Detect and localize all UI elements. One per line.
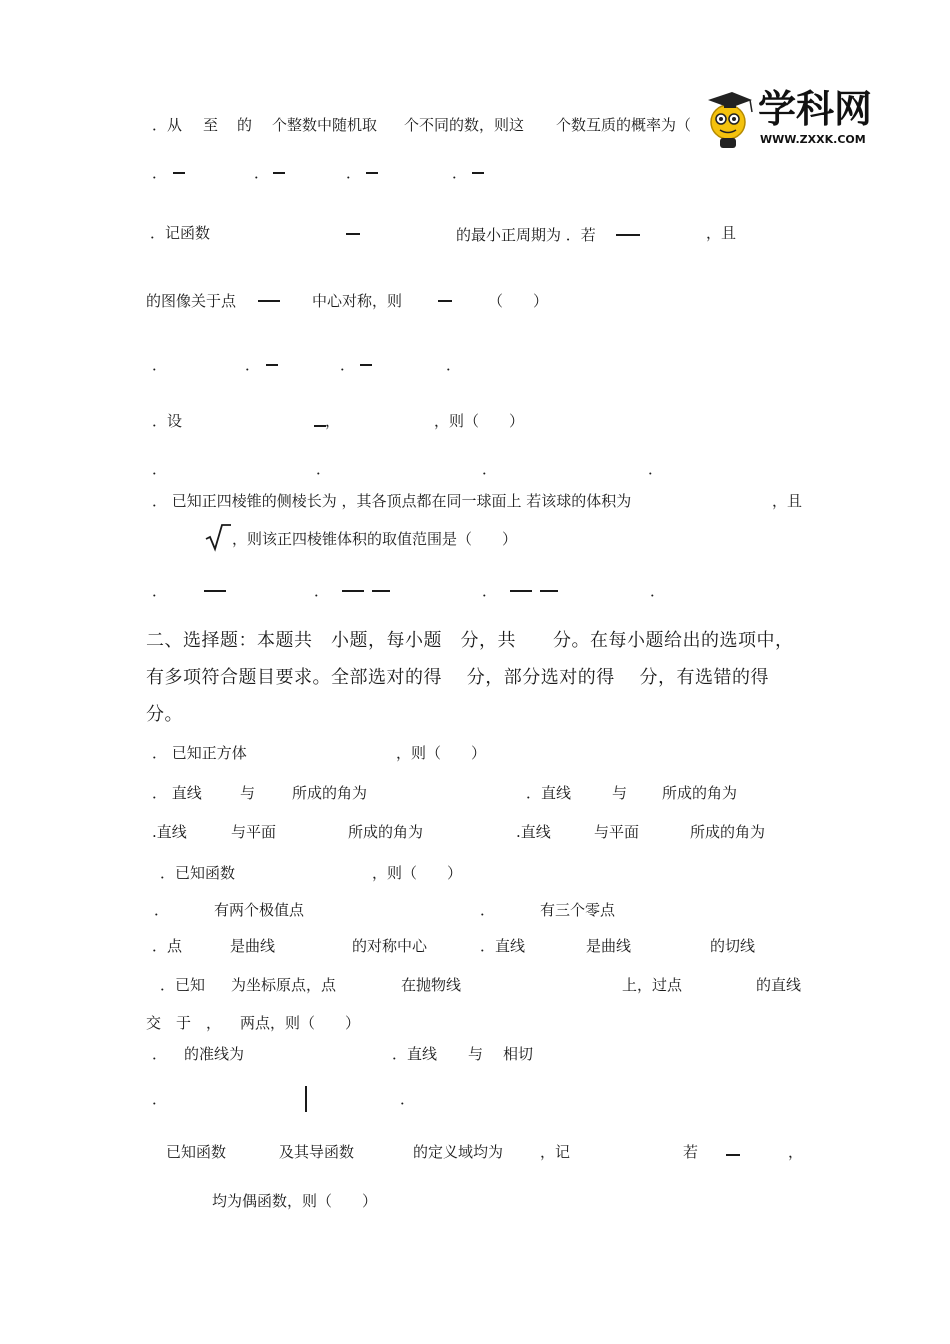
q10-option-d-2: 是曲线 bbox=[586, 937, 632, 955]
q11-option-b-1: ．直线 bbox=[392, 1045, 438, 1063]
q11-option-c: ． bbox=[152, 1090, 168, 1108]
q6-stem-e: 中心对称，则 bbox=[312, 292, 403, 310]
q5-option-d: ． bbox=[452, 164, 468, 182]
logo-url: WWW.ZXXK.COM bbox=[760, 133, 866, 146]
q9-stem-a: ． 已知正方体 bbox=[152, 744, 247, 762]
q9-stem-b: ，则（ ） bbox=[396, 744, 487, 762]
fraction-bar bbox=[258, 300, 280, 302]
q12-stem-g: 均为偶函数，则（ ） bbox=[212, 1192, 378, 1210]
q7-option-b: ． bbox=[316, 460, 332, 478]
q5-option-b: ． bbox=[254, 164, 270, 182]
zxxk-logo bbox=[702, 86, 874, 152]
q9-option-c-2: 与平面 bbox=[231, 823, 277, 841]
q7-option-a: ． bbox=[152, 460, 168, 478]
q9-option-a-2: 与 bbox=[240, 784, 256, 802]
q11-stem-a: ．已知 bbox=[160, 976, 206, 994]
q7-stem-c: ，则（ ） bbox=[434, 412, 525, 430]
fraction-bar bbox=[266, 364, 278, 366]
q7-stem-a: ．设 bbox=[152, 412, 183, 430]
q5-option-a: ． bbox=[152, 164, 168, 182]
q10-option-b-1: ． bbox=[480, 901, 496, 919]
q11-stem-d: 上，过点 bbox=[622, 976, 683, 994]
q6-option-c: ． bbox=[340, 356, 356, 374]
q11-option-a-2: 的准线为 bbox=[184, 1045, 245, 1063]
q5-option-c: ． bbox=[346, 164, 362, 182]
q8-option-c: ． bbox=[482, 582, 498, 600]
fraction-bar bbox=[510, 590, 532, 592]
fraction-bar bbox=[616, 234, 640, 236]
absolute-value-bar bbox=[305, 1086, 307, 1112]
fraction-bar bbox=[438, 300, 452, 302]
q6-stem-a: ．记函数 bbox=[150, 224, 211, 242]
q9-option-c-1: .直线 bbox=[152, 823, 187, 841]
q11-option-d: ． bbox=[400, 1090, 416, 1108]
sqrt-symbol-icon bbox=[204, 522, 232, 552]
q8-option-d: ． bbox=[650, 582, 666, 600]
q8-option-a: ． bbox=[152, 582, 168, 600]
section2-heading-line3: 分。 bbox=[146, 704, 183, 725]
q6-stem-f: （ ） bbox=[488, 292, 549, 310]
q11-option-a-1: ． bbox=[152, 1045, 168, 1063]
q8-stem-c: ，则该正四棱锥体积的取值范围是（ ） bbox=[232, 530, 518, 548]
q10-option-d-1: ．直线 bbox=[480, 937, 526, 955]
fraction-bar bbox=[346, 233, 360, 235]
q11-stem-g: 两点，则（ ） bbox=[240, 1014, 361, 1032]
q12-stem-a: 已知函数 bbox=[166, 1143, 227, 1161]
q6-stem-c: ，且 bbox=[706, 224, 737, 242]
q10-option-a-2: 有两个极值点 bbox=[214, 901, 305, 919]
q9-option-a-3: 所成的角为 bbox=[292, 784, 368, 802]
q9-option-c-3: 所成的角为 bbox=[348, 823, 424, 841]
q11-option-b-2: 与 bbox=[468, 1045, 484, 1063]
fraction-bar bbox=[726, 1154, 740, 1156]
q12-stem-f: ， bbox=[788, 1143, 804, 1161]
q5-stem-a: ．从 bbox=[152, 116, 183, 134]
q9-option-d-1: .直线 bbox=[516, 823, 551, 841]
q6-stem-d: 的图像关于点 bbox=[146, 292, 237, 310]
q9-option-b-1: ．直线 bbox=[526, 784, 572, 802]
fraction-bar bbox=[540, 590, 558, 592]
q8-option-b: ． bbox=[314, 582, 330, 600]
q10-stem-b: ，则（ ） bbox=[372, 864, 463, 882]
q11-stem-b: 为坐标原点，点 bbox=[231, 976, 337, 994]
q6-option-a: ． bbox=[152, 356, 168, 374]
q5-stem-b: 至 bbox=[203, 116, 219, 134]
fraction-bar bbox=[472, 172, 484, 174]
q10-option-a-1: ． bbox=[154, 901, 170, 919]
q10-option-c-2: 是曲线 bbox=[230, 937, 276, 955]
fraction-bar bbox=[173, 172, 185, 174]
q10-stem-a: ．已知函数 bbox=[160, 864, 236, 882]
q9-option-a-1: ． 直线 bbox=[152, 784, 202, 802]
fraction-bar bbox=[273, 172, 285, 174]
q9-option-b-3: 所成的角为 bbox=[662, 784, 738, 802]
q6-option-b: ． bbox=[245, 356, 261, 374]
q12-stem-c: 的定义域均为 bbox=[413, 1143, 504, 1161]
fraction-bar bbox=[204, 590, 226, 592]
q11-option-b-3: 相切 bbox=[503, 1045, 534, 1063]
q8-stem-a: ． 已知正四棱锥的侧棱长为 ，其各顶点都在同一球面上 若该球的体积为 bbox=[152, 492, 632, 510]
q9-option-d-3: 所成的角为 bbox=[690, 823, 766, 841]
q9-option-d-2: 与平面 bbox=[594, 823, 640, 841]
q6-stem-b: 的最小正周期为 ．若 bbox=[456, 226, 596, 244]
q9-option-b-2: 与 bbox=[612, 784, 628, 802]
q11-stem-f: 交 于 ， bbox=[146, 1014, 222, 1032]
q10-option-c-3: 的对称中心 bbox=[352, 937, 428, 955]
q8-stem-b: ，且 bbox=[772, 492, 803, 510]
q7-option-d: ． bbox=[648, 460, 664, 478]
fraction-bar bbox=[342, 590, 364, 592]
fraction-bar bbox=[360, 364, 372, 366]
q5-stem-e: 个不同的数，则这 bbox=[404, 116, 525, 134]
logo-title: 学科网 bbox=[758, 87, 873, 131]
q7-option-c: ． bbox=[482, 460, 498, 478]
q5-stem-d: 个整数中随机取 bbox=[272, 116, 378, 134]
q11-stem-e: 的直线 bbox=[756, 976, 802, 994]
q10-option-c-1: ．点 bbox=[152, 937, 183, 955]
q5-stem-c: 的 bbox=[237, 116, 253, 134]
q12-stem-d: ，记 bbox=[540, 1143, 571, 1161]
q12-stem-e: 若 bbox=[683, 1143, 699, 1161]
q6-option-d: ． bbox=[446, 356, 462, 374]
section2-heading-line1: 二、选择题：本题共 小题，每小题 分，共 分。在每小题给出的选项中， bbox=[146, 630, 794, 651]
q11-stem-c: 在抛物线 bbox=[401, 976, 462, 994]
q7-stem-b: ， bbox=[325, 412, 341, 430]
fraction-bar bbox=[372, 590, 390, 592]
q10-option-b-2: 有三个零点 bbox=[540, 901, 616, 919]
q10-option-d-3: 的切线 bbox=[710, 937, 756, 955]
fraction-bar bbox=[366, 172, 378, 174]
q5-stem-f: 个数互质的概率为（ bbox=[556, 116, 692, 134]
q12-stem-b: 及其导函数 bbox=[279, 1143, 355, 1161]
section2-heading-line2: 有多项符合题目要求。全部选对的得 分，部分选对的得 分，有选错的得 bbox=[146, 667, 769, 688]
